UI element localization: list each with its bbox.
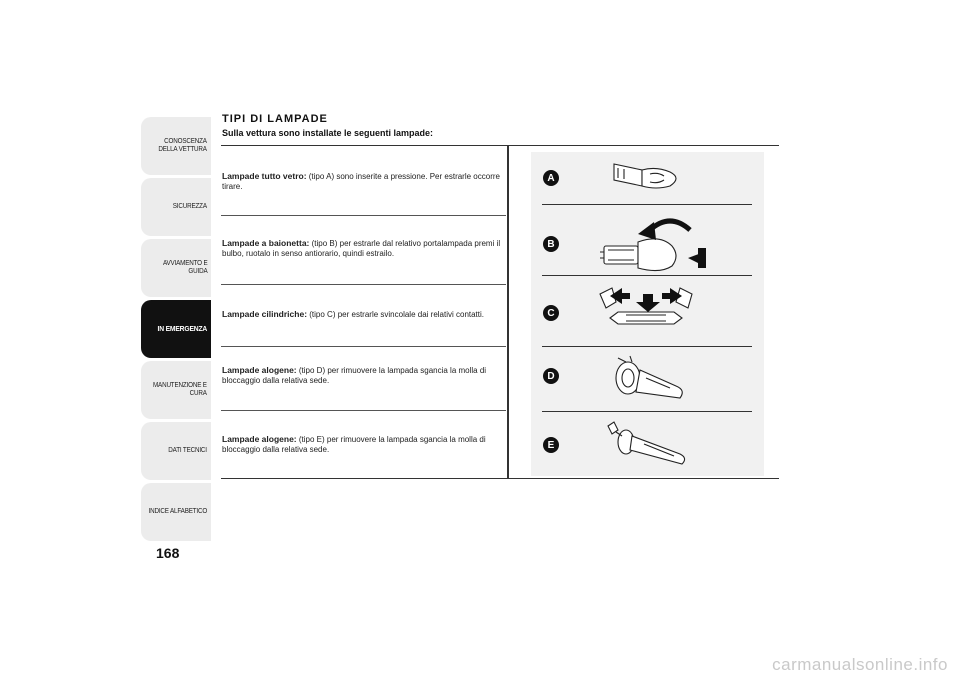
- section-intro: Sulla vettura sono installate le seguenti lampade:: [222, 128, 434, 138]
- list-item: [221, 434, 506, 455]
- divider: [542, 204, 752, 205]
- tab-in-emergenza[interactable]: [141, 300, 211, 358]
- page-number: 168: [156, 545, 180, 561]
- lamp-a-illustration: [606, 160, 686, 196]
- lamp-text: (tipo A) sono inserite a pressione. Per estrarle occorre tirare.: [222, 172, 500, 191]
- tab-conoscenza-della-vettura[interactable]: [141, 117, 211, 175]
- divider: [221, 215, 506, 216]
- tab-label: SICUREZZA: [172, 203, 207, 210]
- divider: [221, 478, 779, 479]
- lamp-label: Lampade alogene:: [222, 365, 297, 375]
- divider: [542, 411, 752, 412]
- tab-manutenzione-e-cura[interactable]: [141, 361, 211, 419]
- tab-label: MANUTENZIONE E CURA: [153, 382, 207, 397]
- tab-label: AVVIAMENTO E GUIDA: [162, 260, 207, 275]
- column-divider: [507, 146, 509, 479]
- list-item: [221, 309, 506, 320]
- watermark: carmanualsonline.info: [772, 655, 948, 674]
- tab-label: IN EMERGENZA: [157, 324, 207, 333]
- tab-avviamento-e-guida[interactable]: [141, 239, 211, 297]
- lamp-text: (tipo E) per rimuovere la lampada sgancia la molla di bloccaggio dalla relativa sede.: [222, 435, 486, 454]
- divider: [542, 275, 752, 276]
- tab-label: CONOSCENZA DELLA VETTURA: [158, 138, 207, 153]
- list-item: [221, 365, 506, 386]
- tab-label: DATI TECNICI: [168, 447, 207, 454]
- badge-e: E: [543, 437, 559, 453]
- divider: [221, 284, 506, 285]
- divider: [221, 410, 506, 411]
- tab-dati-tecnici[interactable]: [141, 422, 211, 480]
- badge-d: D: [543, 368, 559, 384]
- divider: [221, 145, 779, 146]
- lamp-e-illustration: [604, 420, 690, 472]
- section-title: TIPI DI LAMPADE: [222, 113, 328, 125]
- badge-a: A: [543, 170, 559, 186]
- divider: [542, 346, 752, 347]
- lamp-c-illustration: [596, 284, 700, 340]
- lamp-text: (tipo C) per estrarle svincolale dai relativi contatti.: [309, 310, 485, 319]
- lamp-text: (tipo D) per rimuovere la lampada sgancia la molla di bloccaggio dalla relativa sede.: [222, 366, 487, 385]
- lamp-d-illustration: [610, 352, 690, 408]
- lamp-b-illustration: [598, 212, 708, 272]
- lamp-text: (tipo B) per estrarle dal relativo portalampada premi il bulbo, ruotalo in senso antiorario, quindi estrailo.: [222, 239, 501, 258]
- tab-sicurezza[interactable]: [141, 178, 211, 236]
- badge-c: C: [543, 305, 559, 321]
- list-item: [221, 171, 506, 192]
- list-item: [221, 238, 506, 259]
- tab-indice-alfabetico[interactable]: [141, 483, 211, 541]
- lamp-label: Lampade cilindriche:: [222, 309, 308, 319]
- lamp-label: Lampade alogene:: [222, 434, 297, 444]
- tab-label: INDICE ALFABETICO: [148, 508, 207, 515]
- lamp-label: Lampade a baionetta:: [222, 238, 310, 248]
- divider: [221, 346, 506, 347]
- badge-b: B: [543, 236, 559, 252]
- lamp-label: Lampade tutto vetro:: [222, 171, 307, 181]
